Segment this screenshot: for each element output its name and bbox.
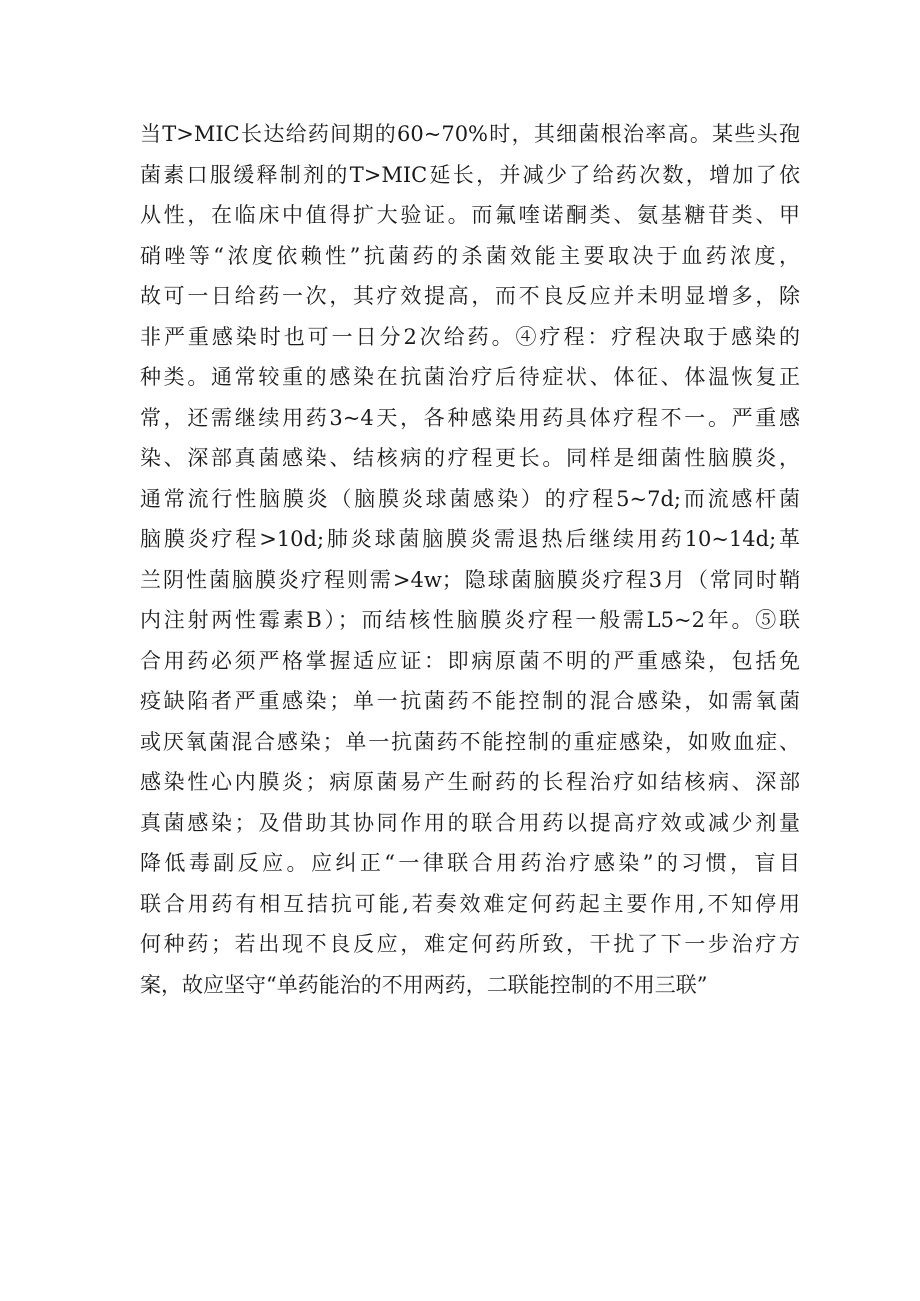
text-line: 疫缺陷者严重感染；单一抗菌药不能控制的混合感染，如需氧菌	[140, 689, 800, 713]
text-line: 从性，在临床中值得扩大验证。而氟喹诺酮类、氨基糖苷类、甲	[140, 203, 800, 227]
text-line: 非严重感染时也可一日分2次给药。④疗程：疗程决取于感染的	[140, 324, 800, 349]
text-line: 故可一日给药一次，其疗效提高，而不良反应并未明显增多，除	[140, 284, 800, 308]
text-line: 内注射两性霉素B）；而结核性脑膜炎疗程一般需L5~2年。⑤联	[140, 608, 800, 632]
body-paragraph	[140, 114, 800, 1005]
text-line: 降低毒副反应。应纠正“一律联合用药治疗感染”的习惯，盲目	[140, 851, 800, 875]
text-line: 通常流行性脑膜炎（脑膜炎球菌感染）的疗程5~7d;而流感杆菌	[140, 486, 800, 511]
text-line: 硝唑等“浓度依赖性”抗菌药的杀菌效能主要取决于血药浓度，	[140, 243, 800, 268]
text-line: 兰阴性菌脑膜炎疗程则需>4w；隐球菌脑膜炎疗程3月（常同时鞘	[140, 567, 800, 592]
text-line: 脑膜炎疗程>10d;肺炎球菌脑膜炎需退热后继续用药10~14d;革	[140, 527, 801, 551]
text-line: 种类。通常较重的感染在抗菌治疗后待症状、体征、体温恢复正	[140, 365, 800, 389]
text-line: 感染性心内膜炎；病原菌易产生耐药的长程治疗如结核病、深部	[140, 770, 800, 794]
text-line: 真菌感染；及借助其协同作用的联合用药以提高疗效或减少剂量	[140, 810, 800, 835]
text-line: 何种药；若出现不良反应，难定何药所致，干扰了下一步治疗方	[140, 932, 800, 956]
text-line: 合用药必须严格掌握适应证：即病原菌不明的严重感染，包括免	[140, 648, 800, 673]
text-line: 案，故应坚守“单药能治的不用两药，二联能控制的不用三联”	[140, 972, 708, 997]
text-line: 或厌氧菌混合感染；单一抗菌药不能控制的重症感染，如败血症、	[140, 729, 800, 754]
text-line: 常，还需继续用药3~4天，各种感染用药具体疗程不一。严重感	[140, 405, 800, 430]
text-line: 染、深部真菌感染、结核病的疗程更长。同样是细菌性脑膜炎，	[140, 446, 800, 470]
text-line: 联合用药有相互拮抗可能,若奏效难定何药起主要作用,不知停用	[140, 891, 800, 916]
text-line: 菌素口服缓释制剂的T>MIC延长，并减少了给药次数，增加了依	[140, 162, 800, 187]
text-line: 当T>MIC长达给药间期的60~70%时，其细菌根治率高。某些头孢	[140, 122, 800, 146]
